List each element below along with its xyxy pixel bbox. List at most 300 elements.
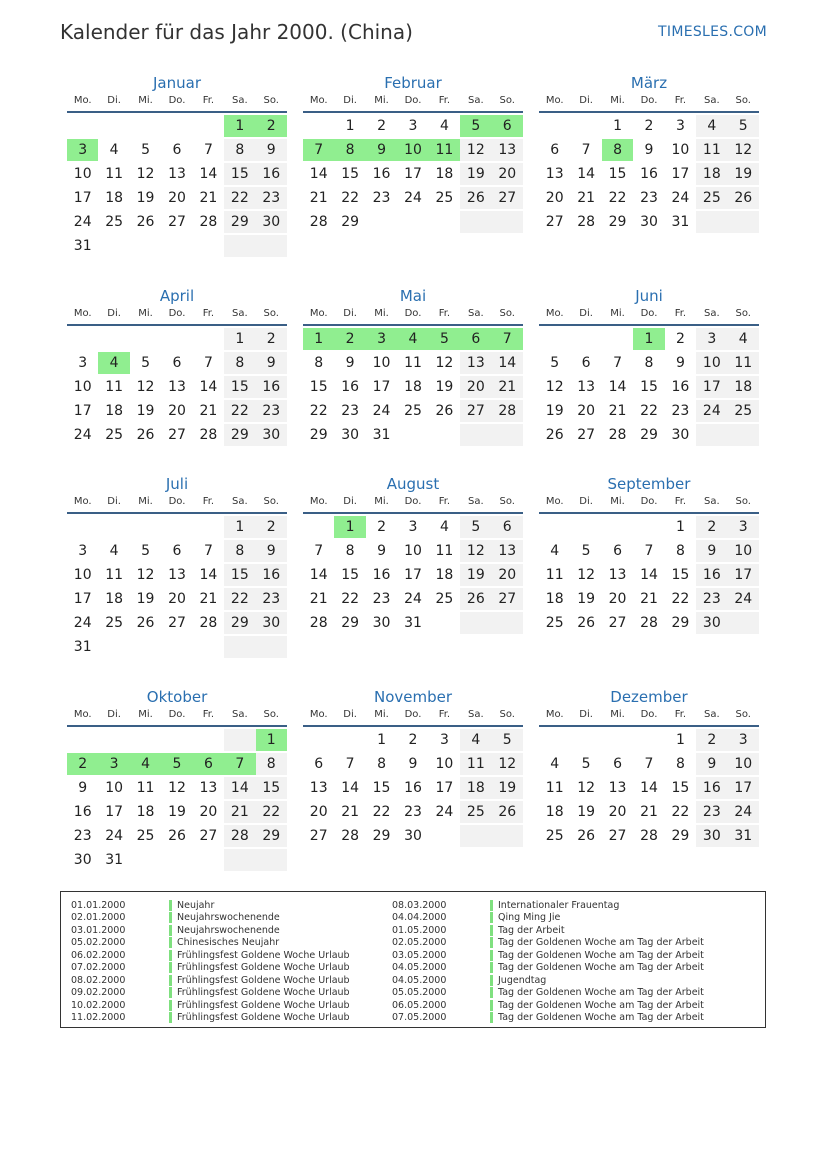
day-cell: 5	[581, 756, 591, 772]
day-cell: 11	[696, 139, 727, 161]
day-cell: 28	[199, 615, 218, 631]
day-cell: 7	[644, 756, 654, 772]
day-cell: 21	[341, 804, 360, 820]
weekday-header	[67, 94, 287, 110]
weekday-label: Fr.	[438, 709, 451, 720]
empty-cell	[98, 636, 129, 658]
day-grid	[67, 328, 287, 448]
day-cell: 17	[372, 379, 391, 395]
day-cell: 27	[168, 214, 186, 230]
legend-holiday-name: Internationaler Frauentag	[498, 899, 620, 911]
day-cell: 6	[172, 142, 182, 158]
weekday-header	[303, 495, 523, 511]
empty-cell	[130, 729, 161, 751]
weekday-label: Sa.	[231, 95, 248, 106]
day-cell: 25	[105, 427, 124, 443]
day-cell: 26	[136, 427, 155, 443]
empty-cell	[429, 612, 460, 634]
legend-row	[392, 899, 704, 912]
day-cell: 16	[696, 777, 727, 799]
day-cell: 14	[640, 780, 658, 796]
legend-marker	[490, 962, 493, 973]
day-cell: 12	[460, 540, 491, 562]
empty-cell	[397, 424, 428, 446]
day-cell: 4	[728, 328, 759, 350]
day-cell: 29	[309, 427, 328, 443]
day-cell: 9	[377, 543, 387, 559]
day-cell: 13	[492, 139, 523, 161]
day-cell: 7	[581, 142, 591, 158]
day-cell: 9	[256, 139, 287, 161]
empty-cell	[633, 729, 664, 751]
day-cell: 7	[203, 142, 213, 158]
month-2	[303, 72, 523, 235]
day-cell: 9	[345, 355, 355, 371]
day-grid	[539, 516, 759, 636]
day-cell: 2	[696, 516, 727, 538]
day-cell: 30	[256, 612, 287, 634]
legend-date: 04.05.2000	[392, 962, 447, 974]
weekday-label: Mi.	[610, 95, 625, 106]
day-cell: 18	[728, 376, 759, 398]
day-cell: 12	[728, 139, 759, 161]
day-cell: 28	[608, 427, 627, 443]
empty-cell	[366, 211, 397, 233]
day-cell: 15	[224, 376, 255, 398]
month-rule	[303, 324, 523, 326]
day-cell: 25	[460, 801, 491, 823]
day-cell: 20	[577, 403, 596, 419]
day-cell: 7	[613, 355, 623, 371]
weekday-label: Do.	[168, 496, 186, 507]
weekday-label: Di.	[343, 709, 357, 720]
empty-cell	[130, 849, 161, 871]
day-cell: 24	[73, 427, 92, 443]
day-cell: 20	[608, 591, 627, 607]
weekday-label: Sa.	[703, 496, 720, 507]
day-cell: 1	[224, 115, 255, 137]
day-cell: 18	[105, 190, 124, 206]
weekday-label: Mi.	[610, 709, 625, 720]
day-cell: 27	[460, 400, 491, 422]
day-cell: 12	[492, 753, 523, 775]
legend-holiday-name: Frühlingsfest Goldene Woche Urlaub	[177, 962, 350, 974]
day-cell: 25	[105, 615, 124, 631]
day-grid	[539, 328, 759, 448]
day-cell: 16	[696, 564, 727, 586]
weekday-label: Mo.	[545, 496, 564, 507]
weekday-label: Sa.	[467, 95, 484, 106]
day-cell: 20	[460, 376, 491, 398]
day-cell: 8	[345, 543, 355, 559]
day-cell: 11	[404, 355, 422, 371]
weekday-label: Fr.	[202, 709, 215, 720]
day-cell: 17	[728, 777, 759, 799]
day-cell: 13	[168, 379, 186, 395]
day-cell: 1	[256, 729, 287, 751]
empty-cell	[602, 729, 633, 751]
month-rule	[303, 725, 523, 727]
empty-cell	[98, 328, 129, 350]
legend-date: 04.04.2000	[392, 912, 447, 924]
weekday-label: Mo.	[73, 709, 92, 720]
day-cell: 18	[404, 379, 422, 395]
empty-cell	[539, 729, 570, 751]
day-cell: 30	[341, 427, 360, 443]
empty-cell	[67, 328, 98, 350]
day-cell: 2	[644, 118, 654, 134]
day-cell: 28	[492, 400, 523, 422]
legend-holiday-name: Tag der Goldenen Woche am Tag der Arbeit	[498, 937, 704, 949]
month-name: April	[159, 287, 195, 305]
weekday-label: Mo.	[309, 496, 328, 507]
day-cell: 21	[640, 804, 658, 820]
day-cell: 27	[577, 427, 596, 443]
weekday-label: Do.	[404, 709, 422, 720]
day-cell: 4	[550, 543, 560, 559]
empty-cell	[539, 516, 570, 538]
day-cell: 16	[671, 379, 690, 395]
day-grid	[303, 328, 523, 448]
month-name: Juli	[165, 475, 189, 493]
day-cell: 3	[78, 355, 88, 371]
day-cell: 14	[640, 567, 658, 583]
day-cell: 19	[460, 564, 491, 586]
day-cell: 23	[256, 187, 287, 209]
day-cell: 25	[696, 187, 727, 209]
day-grid	[539, 115, 759, 235]
weekday-label: Do.	[640, 308, 658, 319]
weekday-label: Sa.	[467, 308, 484, 319]
day-cell: 23	[341, 403, 360, 419]
day-cell: 5	[161, 753, 192, 775]
weekday-label: So.	[499, 496, 515, 507]
day-cell: 24	[73, 615, 92, 631]
day-cell: 21	[199, 591, 218, 607]
month-rule	[67, 512, 287, 514]
day-cell: 26	[460, 187, 491, 209]
month-name: Mai	[399, 287, 427, 305]
day-cell: 26	[728, 187, 759, 209]
legend-marker	[169, 962, 172, 973]
day-cell: 4	[397, 328, 428, 350]
empty-cell	[98, 235, 129, 257]
weekday-label: Do.	[640, 95, 658, 106]
day-cell: 5	[550, 355, 560, 371]
weekday-label: Di.	[579, 496, 593, 507]
day-cell: 5	[728, 115, 759, 137]
day-cell: 1	[675, 732, 685, 748]
day-grid	[539, 729, 759, 849]
day-cell: 18	[136, 804, 155, 820]
weekday-label: Fr.	[438, 496, 451, 507]
empty-cell	[161, 729, 192, 751]
day-cell: 17	[404, 567, 422, 583]
day-cell: 31	[73, 639, 92, 655]
day-cell: 10	[397, 139, 428, 161]
site-link[interactable]: TIMESLES.COM	[658, 24, 767, 40]
weekday-header	[539, 495, 759, 511]
day-cell: 27	[309, 828, 328, 844]
day-cell: 11	[545, 780, 564, 796]
day-cell: 24	[372, 403, 391, 419]
day-cell: 23	[256, 588, 287, 610]
weekday-label: Mo.	[309, 709, 328, 720]
day-cell: 15	[640, 379, 658, 395]
empty-cell	[334, 729, 365, 751]
empty-cell	[728, 612, 759, 634]
day-cell: 19	[577, 804, 596, 820]
legend-row	[71, 962, 350, 975]
day-cell: 18	[460, 777, 491, 799]
day-cell: 20	[168, 190, 186, 206]
empty-cell	[460, 211, 491, 233]
month-4	[67, 285, 287, 448]
legend-marker	[169, 900, 172, 911]
empty-cell	[193, 328, 224, 350]
empty-cell	[728, 424, 759, 446]
month-rule	[303, 111, 523, 113]
day-cell: 26	[435, 403, 454, 419]
weekday-label: Do.	[404, 308, 422, 319]
day-cell: 10	[73, 567, 92, 583]
day-cell: 20	[309, 804, 328, 820]
empty-cell	[256, 636, 287, 658]
day-cell: 13	[545, 166, 564, 182]
day-cell: 1	[224, 516, 255, 538]
empty-cell	[570, 516, 601, 538]
day-cell: 13	[168, 166, 186, 182]
weekday-label: Di.	[107, 709, 121, 720]
day-cell: 12	[136, 567, 155, 583]
day-cell: 23	[640, 190, 658, 206]
day-cell: 8	[224, 540, 255, 562]
legend-date: 05.02.2000	[71, 937, 126, 949]
day-cell: 1	[303, 328, 334, 350]
weekday-label: Di.	[579, 308, 593, 319]
weekday-label: So.	[263, 496, 279, 507]
empty-cell	[303, 516, 334, 538]
day-cell: 21	[577, 190, 596, 206]
day-cell: 31	[372, 427, 391, 443]
month-name: September	[607, 475, 691, 493]
day-cell: 4	[696, 115, 727, 137]
empty-cell	[193, 235, 224, 257]
day-cell: 5	[460, 115, 491, 137]
day-cell: 3	[675, 118, 685, 134]
weekday-label: Do.	[168, 709, 186, 720]
empty-cell	[224, 729, 255, 751]
day-cell: 7	[224, 753, 255, 775]
day-cell: 24	[671, 190, 690, 206]
day-cell: 22	[640, 403, 658, 419]
day-cell: 23	[372, 591, 391, 607]
legend-row	[71, 937, 350, 950]
legend-column-right	[392, 899, 704, 1024]
empty-cell	[460, 424, 491, 446]
day-cell: 5	[460, 516, 491, 538]
weekday-label: Di.	[107, 496, 121, 507]
day-cell: 25	[435, 190, 454, 206]
day-cell: 2	[67, 753, 98, 775]
empty-cell	[161, 115, 192, 137]
day-cell: 8	[675, 756, 685, 772]
day-cell: 27	[608, 615, 627, 631]
day-cell: 18	[435, 567, 454, 583]
day-cell: 12	[577, 567, 596, 583]
legend-row	[392, 962, 704, 975]
month-1	[67, 72, 287, 259]
empty-cell	[161, 235, 192, 257]
legend-date: 07.05.2000	[392, 1012, 447, 1024]
legend-marker	[169, 912, 172, 923]
empty-cell	[67, 516, 98, 538]
day-cell: 28	[199, 427, 218, 443]
legend-date: 06.05.2000	[392, 999, 447, 1011]
day-cell: 11	[460, 753, 491, 775]
legend-row	[71, 987, 350, 1000]
legend-holiday-name: Tag der Goldenen Woche am Tag der Arbeit	[498, 1012, 704, 1024]
day-cell: 6	[613, 756, 623, 772]
day-cell: 6	[492, 115, 523, 137]
day-cell: 13	[460, 352, 491, 374]
day-cell: 22	[608, 190, 627, 206]
day-cell: 18	[105, 591, 124, 607]
weekday-label: So.	[735, 308, 751, 319]
legend-row	[392, 1012, 704, 1025]
empty-cell	[492, 825, 523, 847]
month-3	[539, 72, 759, 235]
day-cell: 22	[341, 190, 360, 206]
weekday-label: Do.	[404, 496, 422, 507]
day-cell: 31	[728, 825, 759, 847]
weekday-label: Sa.	[703, 308, 720, 319]
legend-marker	[490, 1000, 493, 1011]
day-cell: 19	[728, 163, 759, 185]
day-cell: 29	[671, 828, 690, 844]
day-cell: 17	[671, 166, 690, 182]
legend-marker	[490, 987, 493, 998]
weekday-label: Mo.	[73, 95, 92, 106]
empty-cell	[161, 516, 192, 538]
empty-cell	[130, 516, 161, 538]
day-cell: 28	[640, 615, 658, 631]
day-cell: 25	[404, 403, 422, 419]
weekday-label: Fr.	[674, 709, 687, 720]
empty-cell	[429, 424, 460, 446]
day-cell: 9	[675, 355, 685, 371]
day-cell: 28	[309, 615, 328, 631]
day-cell: 26	[460, 588, 491, 610]
empty-cell	[492, 211, 523, 233]
day-cell: 12	[577, 780, 596, 796]
month-name: August	[386, 475, 440, 493]
empty-cell	[492, 612, 523, 634]
day-cell: 3	[408, 118, 418, 134]
day-cell: 24	[73, 214, 92, 230]
day-cell: 25	[545, 828, 564, 844]
empty-cell	[696, 424, 727, 446]
day-cell: 31	[404, 615, 422, 631]
day-cell: 25	[435, 591, 454, 607]
legend-row	[71, 899, 350, 912]
day-cell: 19	[136, 591, 155, 607]
day-cell: 7	[314, 543, 324, 559]
weekday-label: So.	[735, 95, 751, 106]
day-cell: 20	[168, 591, 186, 607]
weekday-label: Di.	[579, 709, 593, 720]
empty-cell	[303, 729, 334, 751]
day-cell: 26	[136, 214, 155, 230]
day-cell: 10	[105, 780, 124, 796]
legend-row	[71, 949, 350, 962]
legend-holiday-name: Neujahrswochenende	[177, 912, 280, 924]
day-cell: 12	[435, 355, 454, 371]
day-cell: 10	[404, 543, 422, 559]
day-cell: 6	[193, 753, 224, 775]
legend-column-left	[71, 899, 350, 1024]
day-cell: 10	[696, 352, 727, 374]
day-cell: 22	[671, 804, 690, 820]
legend-row	[392, 924, 704, 937]
day-cell: 18	[545, 591, 564, 607]
day-cell: 8	[256, 753, 287, 775]
day-cell: 24	[404, 190, 422, 206]
weekday-label: Sa.	[467, 496, 484, 507]
empty-cell	[224, 636, 255, 658]
day-cell: 22	[372, 804, 391, 820]
day-cell: 26	[577, 615, 596, 631]
month-rule	[67, 111, 287, 113]
weekday-label: Do.	[640, 496, 658, 507]
day-cell: 19	[168, 804, 186, 820]
day-cell: 4	[439, 519, 449, 535]
day-cell: 30	[671, 427, 690, 443]
weekday-label: Fr.	[438, 308, 451, 319]
day-cell: 17	[696, 376, 727, 398]
weekday-label: Fr.	[202, 95, 215, 106]
month-10	[67, 686, 287, 873]
day-cell: 13	[309, 780, 328, 796]
day-cell: 19	[492, 777, 523, 799]
day-grid	[67, 516, 287, 660]
day-cell: 18	[435, 166, 454, 182]
day-grid	[67, 729, 287, 873]
day-cell: 10	[671, 142, 690, 158]
empty-cell	[256, 849, 287, 871]
day-cell: 16	[372, 166, 391, 182]
day-cell: 15	[341, 567, 360, 583]
weekday-label: Fr.	[438, 95, 451, 106]
empty-cell	[130, 235, 161, 257]
month-rule	[303, 512, 523, 514]
day-cell: 27	[199, 828, 218, 844]
empty-cell	[193, 729, 224, 751]
empty-cell	[429, 825, 460, 847]
day-cell: 22	[671, 591, 690, 607]
month-name: Dezember	[610, 688, 688, 706]
legend-row	[392, 949, 704, 962]
day-cell: 8	[377, 756, 387, 772]
day-cell: 14	[199, 379, 218, 395]
day-cell: 29	[341, 214, 360, 230]
day-cell: 21	[640, 591, 658, 607]
day-cell: 5	[492, 729, 523, 751]
legend-holiday-name: Neujahrswochenende	[177, 924, 280, 936]
day-cell: 4	[439, 118, 449, 134]
weekday-header	[539, 307, 759, 323]
weekday-label: Di.	[343, 496, 357, 507]
